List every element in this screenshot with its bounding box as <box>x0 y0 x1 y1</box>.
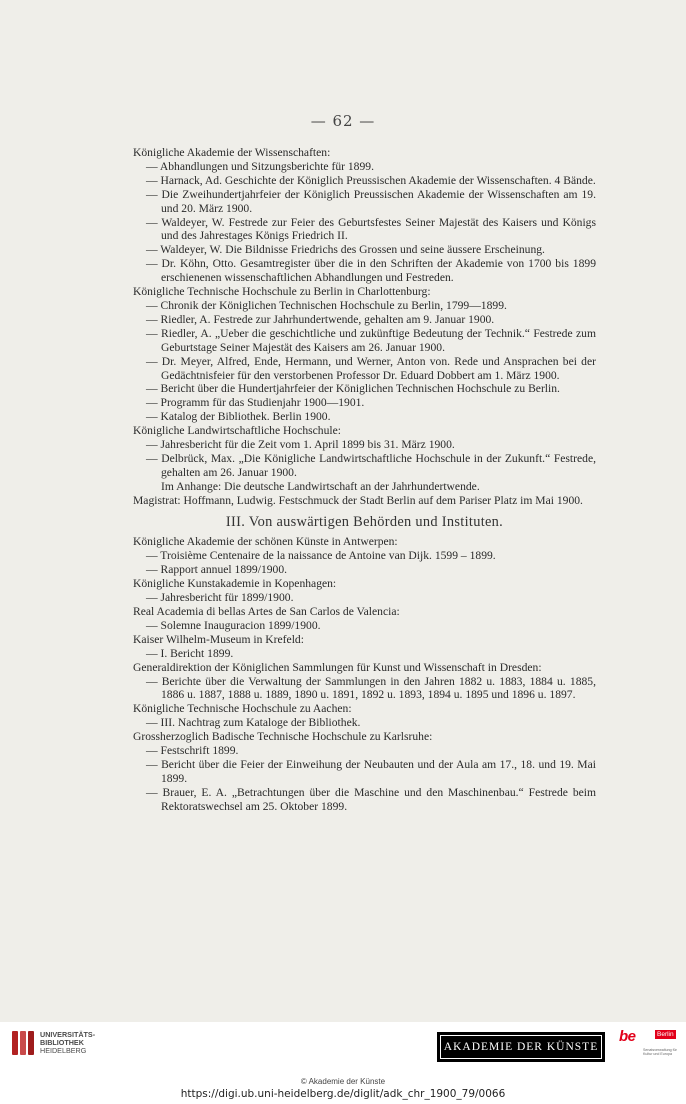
adk-label: AKADEMIE DER KÜNSTE <box>440 1035 602 1059</box>
entry: — Jahresbericht für die Zeit vom 1. April 1899 bis 31. März 1900. <box>146 438 455 452</box>
entry: — Brauer, E. A. „Betrachtungen über die Maschine und den Maschinenbau.“ Festrede beim Rektoratswechsel am 25. Oktober 1899. <box>146 785 596 813</box>
permalink-url[interactable]: https://digi.ub.uni-heidelberg.de/diglit/adk_chr_1900_79/0066 <box>180 1088 506 1100</box>
page-text <box>133 146 596 814</box>
university-library-logo-icon[interactable] <box>10 1029 36 1057</box>
institution-heading: Königliche Landwirtschaftliche Hochschule: <box>133 424 341 438</box>
entry: — Jahresbericht für 1899/1900. <box>146 591 294 605</box>
ub-line2: BIBLIOTHEK <box>40 1038 84 1047</box>
entry: — Troisième Centenaire de la naissance de Antoine van Dijk. 1599 – 1899. <box>146 549 496 563</box>
institution-heading: Kaiser Wilhelm-Museum in Krefeld: <box>133 632 304 646</box>
entry: — Berichte über die Verwaltung der Sammlungen in den Jahren 1882 u. 1883, 1884 u. 1885, 1886 u. 1887, 1888 u. 1889, 1890 u. 1891, 1892 u. 1893, 1894 u. 1895 und 1896 u. 1897. <box>146 674 596 702</box>
entry: Im Anhange: Die deutsche Landwirtschaft an der Jahrhundertwende. <box>161 479 480 493</box>
institution-heading: Königliche Kunstakademie in Kopenhagen: <box>133 577 337 591</box>
institution-heading: Königliche Akademie der Wissenschaften: <box>133 146 331 159</box>
ub-line3: HEIDELBERG <box>40 1046 87 1055</box>
entry: — I. Bericht 1899. <box>146 646 234 660</box>
institution-heading: Real Academia di bellas Artes de San Carlos de Valencia: <box>133 605 400 618</box>
entry: — Bericht über die Hundertjahrfeier der Königlichen Technischen Hochschule zu Berlin. <box>146 382 560 396</box>
berlin-box: Berlin <box>657 1031 674 1038</box>
entry: Magistrat: Hoffmann, Ludwig. Festschmuck der Stadt Berlin auf dem Pariser Platz im Mai 1900. <box>133 493 583 507</box>
institution-heading: Königliche Technische Hochschule zu Aachen: <box>133 702 352 716</box>
entry: — Solemne Inauguracion 1899/1900. <box>146 618 321 632</box>
entry: — Bericht über die Feier der Einweihung der Neubauten und der Aula am 17., 18. und 19. Mai 1899. <box>146 757 596 785</box>
berlin-mark: be <box>619 1028 636 1045</box>
institution-heading: Königliche Technische Hochschule zu Berlin in Charlottenburg: <box>133 285 431 299</box>
berlin-sub: Senatsverwaltung für Kultur und Europa <box>643 1048 677 1057</box>
entry: Generaldirektion der Königlichen Sammlungen für Kunst und Wissenschaft in Dresden: <box>133 660 542 674</box>
entry: — Waldeyer, W. Festrede zur Feier des Geburtsfestes Seiner Majestät des Kaisers und Königs und des Jahrestages Königs Friedrich II. <box>146 215 596 243</box>
university-library-name[interactable] <box>40 1031 95 1055</box>
entry: — Riedler, A. Festrede zur Jahrhundertwende, gehalten am 9. Januar 1900. <box>146 312 495 326</box>
entry: — Die Zweihundertjahrfeier der Königlich Preussischen Akademie der Wissenschaften am 19. und 20. März 1900. <box>146 187 596 215</box>
entry: — Festschrift 1899. <box>146 744 239 758</box>
section-heading: III. Von auswärtigen Behörden und Instituten. <box>225 513 504 530</box>
entry: — Abhandlungen und Sitzungsberichte für 1899. <box>146 159 374 173</box>
berlin-senate-logo[interactable] <box>619 1028 677 1064</box>
entry: — III. Nachtrag zum Kataloge der Bibliothek. <box>146 716 361 730</box>
entry: — Dr. Köhn, Otto. Gesamtregister über die in den Schriften der Akademie von 1700 bis 1899 erschienenen wissenschaftlichen Abhandlungen und Festreden. <box>146 257 596 285</box>
institution-heading: Königliche Akademie der schönen Künste in Antwerpen: <box>133 535 398 549</box>
ub-line1: UNIVERSITÄTS- <box>40 1030 96 1039</box>
entry: — Programm für das Studienjahr 1900—1901. <box>146 396 365 410</box>
entry: — Riedler, A. „Ueber die geschichtliche und zukünftige Bedeutung der Technik.“ Festrede zum Geburtstage Seiner Majestät des Kaisers am 26. Januar 1900. <box>146 326 596 354</box>
entry: — Harnack, Ad. Geschichte der Königlich Preussischen Akademie der Wissenschaften. 4 Bände. <box>146 173 596 187</box>
entry: — Delbrück, Max. „Die Königliche Landwirtschaftliche Hochschule in der Zukunft.“ Festrede, gehalten am 26. Januar 1900. <box>146 451 596 479</box>
akademie-der-kuenste-logo[interactable] <box>437 1032 605 1062</box>
entry: — Chronik der Königlichen Technischen Hochschule zu Berlin, 1799—1899. <box>146 298 507 312</box>
entry: — Waldeyer, W. Die Bildnisse Friedrichs des Grossen und seine äussere Erscheinung. <box>146 243 545 257</box>
entry: — Rapport annuel 1899/1900. <box>146 563 288 577</box>
entry: — Dr. Meyer, Alfred, Ende, Hermann, und Werner, Anton von. Rede und Ansprachen bei der Gedächtnisfeier für den verstorbenen Professor Dr. Eduard Dobbert am 1. März 1900. <box>146 354 596 382</box>
page-number: — 62 — <box>310 112 376 130</box>
institution-heading: Grossherzoglich Badische Technische Hochschule zu Karlsruhe: <box>133 730 433 744</box>
copyright-notice: © Akademie der Künste <box>300 1077 386 1086</box>
entry: — Katalog der Bibliothek. Berlin 1900. <box>146 410 331 424</box>
